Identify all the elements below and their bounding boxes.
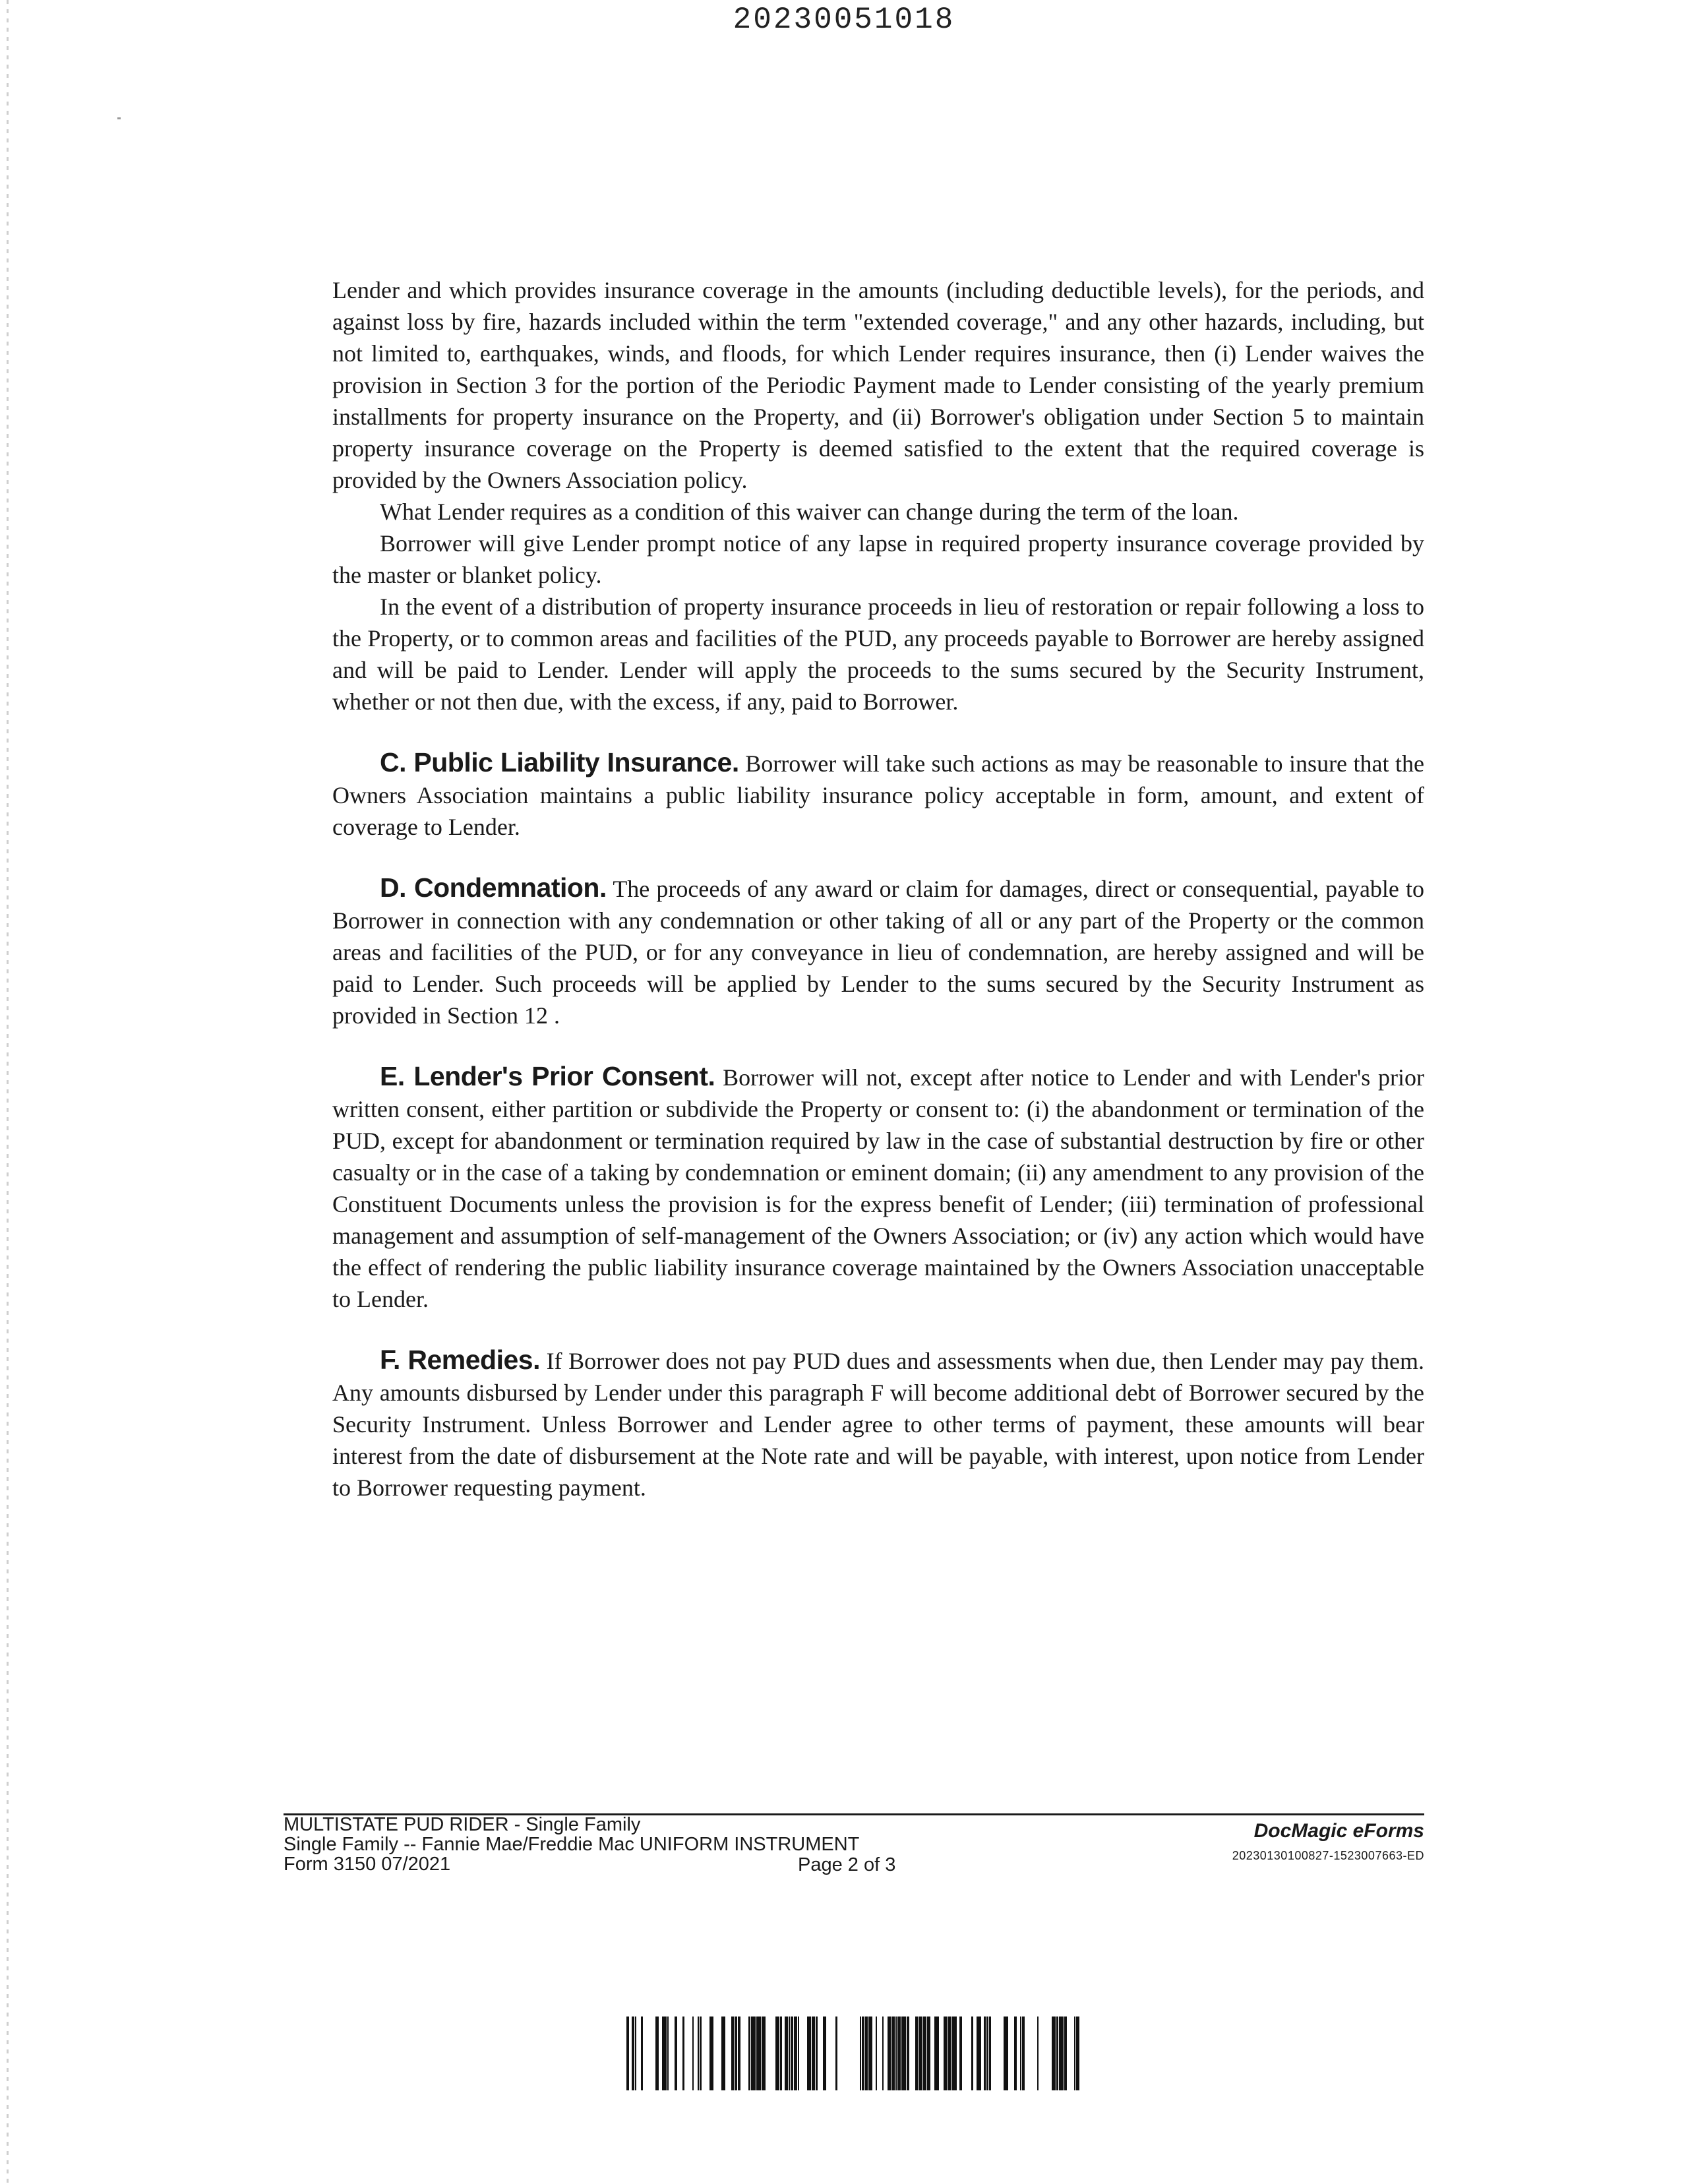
section-c-heading: C. Public Liability Insurance. <box>380 747 739 777</box>
scan-mark <box>117 117 121 119</box>
section-e-text: Borrower will not, except after notice to Lender and with Lender's prior written consent, either partition or subdivide the Property or consent to: (i) the abandonment or termination of the PUD, except for abandonment or termination required by law in the case of substantial destruction by fire or other casualty or in the case of a taking by condemnation or eminent domain; (ii) any amendment to any provision of the Constituent Documents unless the provision is for the express benefit of Lender; (iii) termination of professional management and assumption of self-management of the Owners Association; or (iv) any action which would have the effect of rendering the public liability insurance coverage maintained by the Owners Association unacceptable to Lender. <box>332 1064 1425 1312</box>
footer-line-2: Single Family -- Fannie Mae/Freddie Mac UNIFORM INSTRUMENT <box>284 1834 860 1855</box>
section-d-text: The proceeds of any award or claim for damages, direct or consequential, payable to Borrower in connection with any condemnation or other taking of all or any part of the Property or the common areas and facilities of the PUD, or for any conveyance in lieu of condemnation, are hereby assigned and will be paid to Lender. Such proceeds will be applied by Lender to the sums secured by the Security Instrument as provided in Section 12 . <box>332 876 1424 1029</box>
footer-line-3: Form 3150 07/2021 <box>284 1854 451 1875</box>
section-e <box>332 1060 1424 1315</box>
section-d-heading: D. Condemnation. <box>380 872 607 903</box>
scan-edge <box>7 0 9 2184</box>
lapse-paragraph: Borrower will give Lender prompt notice of any lapse in required property insurance coverage provided by the master or blanket policy. <box>332 530 1424 588</box>
section-c <box>332 746 1424 843</box>
barcode <box>626 2017 1081 2090</box>
document-body <box>332 274 1424 1503</box>
section-c-text: Borrower will take such actions as may be reasonable to insure that the Owners Association maintains a public liability insurance policy acceptable in form, amount, and extent of coverage to Lender. <box>332 750 1425 840</box>
document-id: 20230130100827-1523007663-ED <box>1232 1849 1424 1862</box>
distribution-paragraph: In the event of a distribution of property insurance proceeds in lieu of restoration or repair following a loss to the Property, or to common areas and facilities of the PUD, any proceeds payable to Borrower are hereby assigned and will be paid to Lender. Lender will apply the proceeds to the sums secured by the Security Instrument, whether or not then due, with the excess, if any, paid to Borrower. <box>332 593 1424 715</box>
docmagic-logo: DocMagic eForms <box>1253 1820 1424 1842</box>
section-e-heading: E. Lender's Prior Consent. <box>380 1061 715 1091</box>
section-f <box>332 1344 1424 1503</box>
footer-line-1: MULTISTATE PUD RIDER - Single Family <box>284 1814 641 1835</box>
page-number: Page 2 of 3 <box>798 1854 896 1875</box>
section-f-heading: F. Remedies. <box>380 1345 540 1375</box>
recording-number: 20230051018 <box>733 3 955 37</box>
footer-brand-block <box>1174 1820 1424 1863</box>
waiver-paragraph: What Lender requires as a condition of this waiver can change during the term of the loan. <box>380 499 1239 525</box>
section-f-text: If Borrower does not pay PUD dues and assessments when due, then Lender may pay them. Any amounts disbursed by Lender under this paragraph F will become additional debt of Borrower secured by the Security Instrument. Unless Borrower and Lender agree to other terms of payment, these amounts will bear interest from the date of disbursement at the Note rate and will be payable, with interest, upon notice from Lender to Borrower requesting payment. <box>332 1348 1425 1501</box>
section-d <box>332 872 1424 1031</box>
intro-paragraph: Lender and which provides insurance coverage in the amounts (including deductible levels), for the periods, and against loss by fire, hazards included within the term "extended coverage," and any other hazards, including, but not limited to, earthquakes, winds, and floods, for which Lender requires insurance, then (i) Lender waives the provision in Section 3 for the portion of the Periodic Payment made to Lender consisting of the yearly premium installments for property insurance on the Property, and (ii) Borrower's obligation under Section 5 to maintain property insurance coverage on the Property is deemed satisfied to the extent that the required coverage is provided by the Owners Association policy. <box>332 277 1424 493</box>
